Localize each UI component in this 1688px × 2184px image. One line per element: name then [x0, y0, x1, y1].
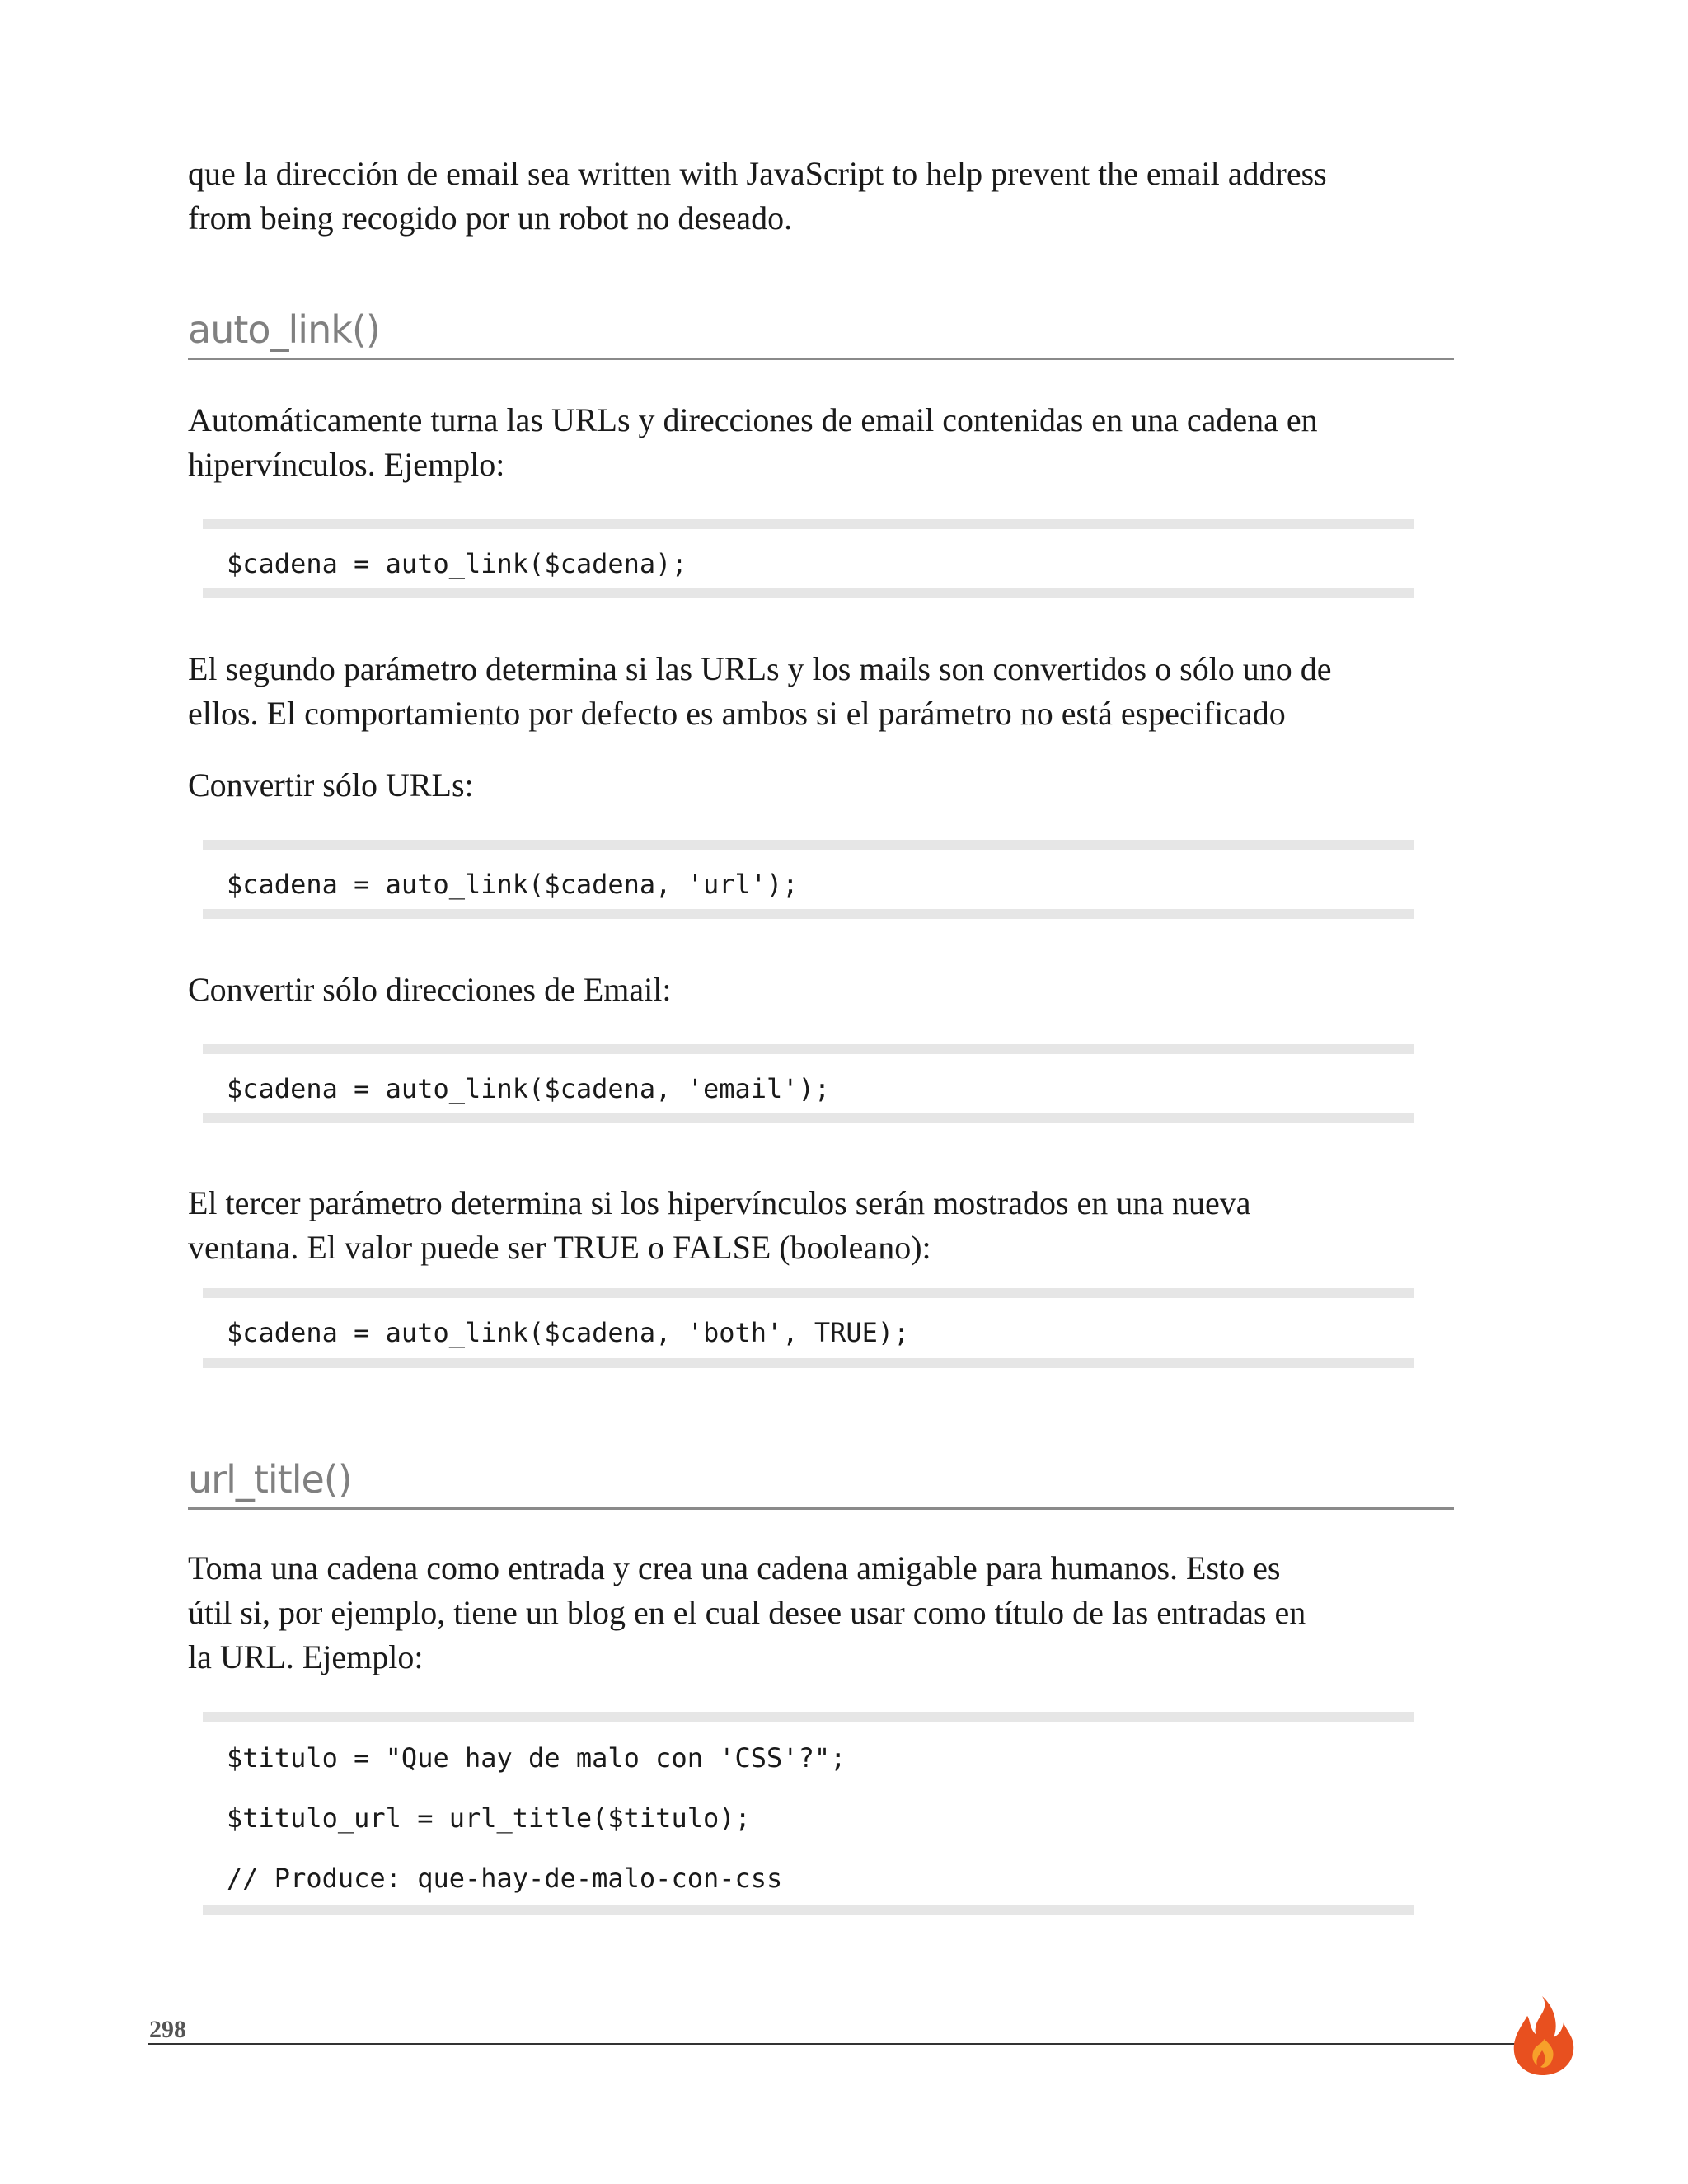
section-heading-url-title: url_title(): [188, 1456, 1454, 1510]
code-block: [203, 840, 1414, 919]
text-line: útil si, por ejemplo, tiene un blog en el cual desee usar como título de las entradas en: [188, 1594, 1306, 1631]
second-parameter-paragraph: [188, 647, 1457, 736]
footer-rule: [148, 2043, 1517, 2045]
code-block: [203, 1288, 1414, 1368]
code-block: [203, 519, 1414, 598]
code-line: // Produce: que-hay-de-malo-con-css: [227, 1863, 783, 1894]
text-line: from being recogido por un robot no deseado.: [188, 199, 793, 237]
text-line: ventana. El valor puede ser TRUE o FALSE (booleano):: [188, 1229, 931, 1266]
third-parameter-paragraph: [188, 1181, 1457, 1270]
text-line: Convertir sólo direcciones de Email:: [188, 971, 672, 1008]
code-line: $titulo_url = url_title($titulo);: [227, 1802, 751, 1834]
auto-link-description: [188, 398, 1457, 487]
text-line: El tercer parámetro determina si los hipervínculos serán mostrados en una nueva: [188, 1184, 1251, 1221]
text-line: El segundo parámetro determina si las URLs y los mails son convertidos o sólo uno de: [188, 650, 1332, 687]
intro-paragraph: [188, 152, 1457, 241]
text-line: Automáticamente turna las URLs y direcciones de email contenidas en una cadena en: [188, 401, 1318, 438]
text-line: que la dirección de email sea written with JavaScript to help prevent the email address: [188, 155, 1327, 192]
code-line: $cadena = auto_link($cadena, 'both', TRUE);: [227, 1317, 910, 1348]
code-line: $cadena = auto_link($cadena, 'email');: [227, 1073, 831, 1104]
code-block: [203, 1712, 1414, 1915]
text-line: la URL. Ejemplo:: [188, 1638, 424, 1675]
code-block: [203, 1044, 1414, 1123]
text-line: ellos. El comportamiento por defecto es ambos si el parámetro no está especificado: [188, 695, 1286, 732]
section-heading-auto-link: auto_link(): [188, 307, 1454, 360]
codeigniter-flame-icon: [1504, 1994, 1582, 2077]
convert-email-label: [188, 968, 1457, 1012]
code-line: $titulo = "Que hay de malo con 'CSS'?";: [227, 1742, 846, 1774]
text-line: hipervínculos. Ejemplo:: [188, 446, 505, 483]
page-number: 298: [149, 2016, 186, 2043]
code-line: $cadena = auto_link($cadena, 'url');: [227, 869, 799, 900]
text-line: Convertir sólo URLs:: [188, 766, 474, 804]
convert-urls-label: [188, 763, 1457, 808]
code-line: $cadena = auto_link($cadena);: [227, 548, 687, 579]
url-title-description: [188, 1546, 1457, 1680]
text-line: Toma una cadena como entrada y crea una cadena amigable para humanos. Esto es: [188, 1549, 1281, 1586]
